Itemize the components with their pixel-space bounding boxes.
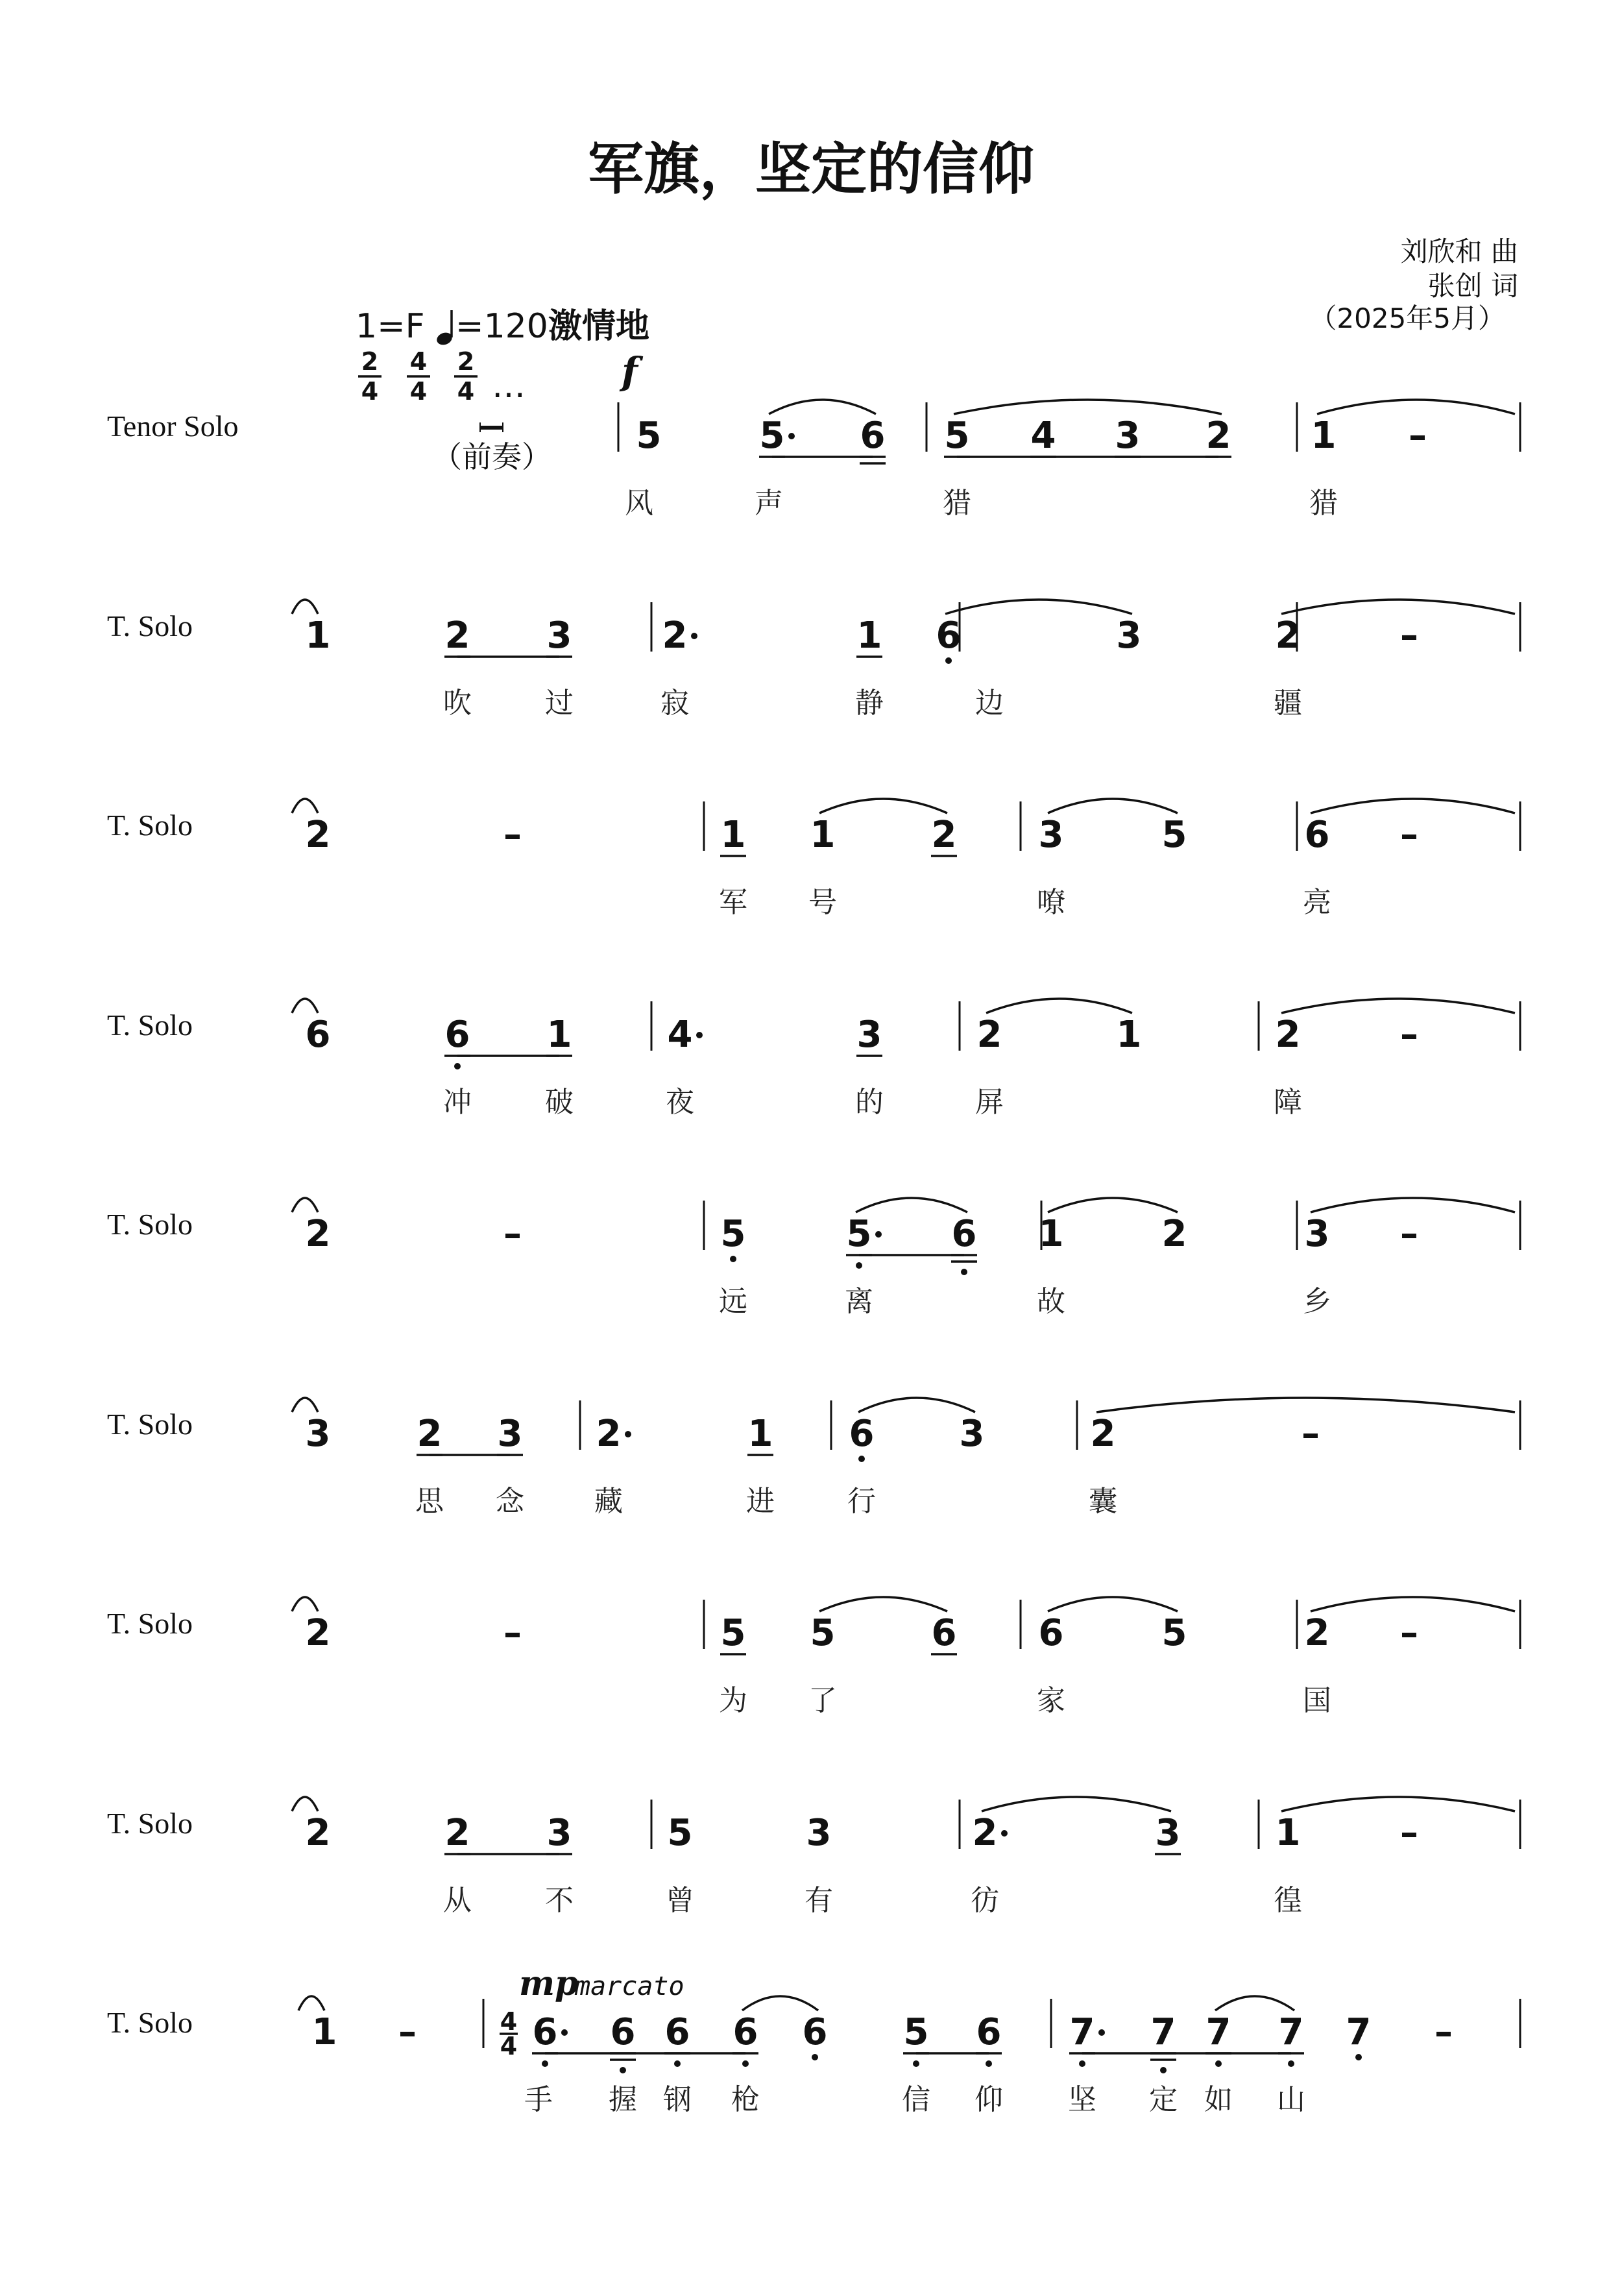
jianpu-note: 2: [1275, 1014, 1301, 1056]
multi-measure-rest: [480, 422, 503, 432]
system-8: [107, 1797, 1520, 1917]
instrument-label: T. Solo: [107, 1008, 193, 1042]
sustain-dash: –: [1400, 1213, 1418, 1255]
lyric-syllable: 思: [415, 1485, 444, 1518]
octave-dot: [858, 1456, 865, 1462]
lyric-syllable: 猎: [1309, 487, 1338, 520]
octave-dot: [730, 1256, 736, 1262]
sustain-dash: –: [503, 1213, 522, 1255]
jianpu-note: 3: [546, 1812, 572, 1854]
lyric-syllable: 离: [845, 1285, 873, 1318]
slur-tie: [292, 1797, 318, 1811]
lyric-syllable: 定: [1149, 2083, 1178, 2116]
lyric-syllable: 故: [1037, 1285, 1065, 1318]
ts-change-num: 4: [500, 2007, 518, 2036]
slur-tie: [1281, 999, 1515, 1013]
system-5: [107, 1198, 1520, 1318]
jianpu-note: 1: [720, 814, 746, 856]
lyric-syllable: 冲: [443, 1086, 472, 1119]
octave-dot: [1215, 2060, 1222, 2067]
sustain-dash: –: [1409, 415, 1427, 457]
jianpu-note: 1: [1116, 1014, 1142, 1056]
sustain-dash: –: [1400, 1014, 1418, 1056]
jianpu-note: 5: [810, 1612, 836, 1654]
lyric-syllable: 有: [805, 1884, 833, 1917]
slur-tie: [292, 1597, 318, 1611]
instrument-label: T. Solo: [107, 2006, 193, 2039]
augmentation-dot: [1098, 2029, 1105, 2036]
slur-tie: [1311, 1597, 1515, 1611]
jianpu-note: 3: [1155, 1812, 1181, 1854]
slur-tie: [298, 1996, 324, 2010]
instrument-label: T. Solo: [107, 609, 193, 642]
lyric-syllable: 囊: [1089, 1485, 1117, 1518]
meter-2-den: 4: [409, 377, 428, 406]
instrument-label: T. Solo: [107, 1607, 193, 1640]
lyric-syllable: 坚: [1068, 2083, 1096, 2116]
jianpu-note: 2: [931, 814, 957, 856]
jianpu-note: 6: [849, 1413, 875, 1455]
jianpu-note: 1: [1038, 1213, 1064, 1255]
jianpu-note: 1: [747, 1413, 773, 1455]
octave-dot: [620, 2067, 626, 2073]
augmentation-dot: [625, 1431, 631, 1437]
lyric-syllable: 徨: [1274, 1884, 1302, 1917]
lyric-syllable: 手: [524, 2083, 553, 2116]
octave-dot: [674, 2060, 681, 2067]
jianpu-note: 1: [1311, 415, 1337, 457]
jianpu-note: 2: [1205, 415, 1231, 457]
tempo-mark: =120: [455, 307, 548, 346]
instrument-label: T. Solo: [107, 1807, 193, 1840]
lyric-syllable: 钢: [663, 2083, 692, 2116]
jianpu-note: 3: [856, 1014, 882, 1056]
tempo-character: 激情地: [548, 307, 650, 346]
slur-tie: [819, 799, 947, 813]
lyric-syllable: 藏: [594, 1485, 623, 1518]
jianpu-note: 2: [1161, 1213, 1187, 1255]
slur-tie: [1048, 1198, 1178, 1212]
octave-dot: [1079, 2060, 1085, 2067]
slur-tie: [856, 1198, 967, 1212]
jianpu-note: 6: [305, 1014, 331, 1056]
sustain-dash: –: [1400, 1812, 1418, 1854]
jianpu-note: 1: [311, 2011, 337, 2053]
meter-list: [358, 347, 526, 406]
slur-tie: [292, 1398, 318, 1412]
octave-dot: [742, 2060, 749, 2067]
sustain-dash: –: [1301, 1413, 1320, 1455]
sustain-dash: –: [503, 1612, 522, 1654]
song-title: 军旗，坚定的信仰: [588, 137, 1034, 202]
jianpu-note: 7: [1278, 2011, 1304, 2053]
meter-1-num: 2: [361, 347, 379, 376]
augmentation-dot: [561, 2029, 568, 2036]
jianpu-note: 7: [1150, 2011, 1176, 2053]
jianpu-note: 6: [931, 1612, 957, 1654]
slur-tie: [1096, 1398, 1515, 1412]
octave-dot: [913, 2060, 919, 2067]
lyric-syllable: 如: [1204, 2083, 1233, 2116]
meter-ellipsis: …: [492, 367, 526, 406]
system-7: [107, 1597, 1520, 1717]
octave-dot: [986, 2060, 992, 2067]
quarter-note-icon: [435, 310, 454, 347]
lyric-syllable: 吹: [443, 687, 472, 720]
jianpu-note: 1: [305, 615, 331, 657]
lyric-syllable: 从: [443, 1884, 472, 1917]
lyricist-credit: 张创 词: [1427, 270, 1518, 302]
jianpu-note: 5: [720, 1612, 746, 1654]
jianpu-note: 5: [1161, 814, 1187, 856]
jianpu-note: 7: [1346, 2011, 1372, 2053]
lyric-syllable: 国: [1303, 1684, 1331, 1717]
meter-3-den: 4: [457, 377, 475, 406]
jianpu-note: 6: [951, 1213, 977, 1255]
jianpu-note: 5: [944, 415, 970, 457]
jianpu-note: 5: [636, 415, 662, 457]
jianpu-note: 6: [532, 2011, 558, 2053]
slur-tie: [1048, 799, 1178, 813]
lyric-syllable: 山: [1277, 2083, 1305, 2116]
octave-dot: [542, 2060, 548, 2067]
slur-tie: [292, 999, 318, 1013]
slur-tie: [819, 1597, 947, 1611]
slur-tie: [1281, 600, 1515, 614]
jianpu-note: 2: [662, 615, 688, 657]
slur-tie: [292, 799, 318, 813]
key-signature: 1=F: [356, 307, 425, 346]
jianpu-note: 6: [1038, 1612, 1064, 1654]
jianpu-note: 2: [305, 1213, 331, 1255]
system-1: [107, 400, 1520, 520]
jianpu-note: 5: [759, 415, 785, 457]
lyric-syllable: 彷: [971, 1884, 999, 1917]
lyric-syllable: 握: [609, 2083, 637, 2116]
sustain-dash: –: [1400, 615, 1418, 657]
jianpu-note: 4: [667, 1014, 693, 1056]
lyric-syllable: 寂: [660, 687, 689, 720]
instrument-label: T. Solo: [107, 809, 193, 842]
lyric-syllable: 疆: [1274, 687, 1302, 720]
slur-tie: [742, 1996, 818, 2010]
jianpu-note: 3: [546, 615, 572, 657]
augmentation-dot: [875, 1231, 882, 1238]
ts-change-den: 4: [500, 2032, 518, 2060]
jianpu-note: 4: [1030, 415, 1056, 457]
jianpu-note: 3: [1304, 1213, 1330, 1255]
slur-tie: [858, 1398, 975, 1412]
slur-tie: [292, 1198, 318, 1212]
slur-tie: [1281, 1797, 1515, 1811]
lyric-syllable: 的: [855, 1086, 884, 1119]
jianpu-note: 3: [959, 1413, 985, 1455]
jianpu-note: 6: [1304, 814, 1330, 856]
slur-tie: [986, 999, 1132, 1013]
jianpu-note: 2: [305, 1612, 331, 1654]
lyric-syllable: 仰: [974, 2083, 1003, 2116]
jianpu-note: 6: [664, 2011, 690, 2053]
octave-dot: [856, 1262, 862, 1269]
jianpu-note: 2: [1304, 1612, 1330, 1654]
jianpu-note: 3: [1038, 814, 1064, 856]
lyric-syllable: 过: [545, 687, 574, 720]
jianpu-note: 6: [732, 2011, 758, 2053]
slur-tie: [1317, 400, 1515, 414]
lyric-syllable: 了: [808, 1684, 837, 1717]
lyric-syllable: 破: [545, 1086, 574, 1119]
jianpu-note: 6: [802, 2011, 828, 2053]
jianpu-note: 5: [903, 2011, 929, 2053]
instrument-label: T. Solo: [107, 1408, 193, 1441]
meter-2-num: 4: [409, 347, 428, 376]
octave-dot: [812, 2054, 818, 2060]
lyric-syllable: 军: [719, 886, 747, 919]
octave-dot: [945, 657, 952, 664]
jianpu-note: 3: [1115, 415, 1141, 457]
jianpu-note: 2: [444, 615, 470, 657]
jianpu-note: 6: [860, 415, 886, 457]
slur-tie: [1215, 1996, 1294, 2010]
octave-dot: [454, 1063, 461, 1069]
augmentation-dot: [691, 633, 697, 639]
augmentation-dot: [1001, 1830, 1008, 1837]
meter-3-num: 2: [457, 347, 475, 376]
jianpu-note: 1: [810, 814, 836, 856]
sustain-dash: –: [1400, 1612, 1418, 1654]
slur-tie: [1048, 1597, 1178, 1611]
lyric-syllable: 念: [496, 1485, 524, 1518]
slur-tie: [954, 400, 1222, 414]
prelude-label: （前奏）: [432, 439, 551, 474]
composer-credit: 刘欣和 曲: [1400, 236, 1518, 267]
jianpu-note: 2: [444, 1812, 470, 1854]
lyric-syllable: 猎: [943, 487, 971, 520]
lyric-syllable: 边: [975, 687, 1004, 720]
meter-1-den: 4: [361, 377, 379, 406]
sustain-dash: –: [1434, 2011, 1453, 2053]
lyric-syllable: 枪: [731, 2083, 760, 2116]
sustain-dash: –: [398, 2011, 417, 2053]
lyric-syllable: 亮: [1303, 886, 1331, 919]
slur-tie: [982, 1797, 1171, 1811]
system-9: [107, 1996, 1520, 2116]
sustain-dash: –: [503, 814, 522, 856]
instrument-label: T. Solo: [107, 1208, 193, 1241]
slur-tie: [1311, 799, 1515, 813]
jianpu-note: 6: [976, 2011, 1002, 2053]
jianpu-note: 2: [972, 1812, 998, 1854]
jianpu-note: 3: [1116, 615, 1142, 657]
octave-dot: [1160, 2067, 1167, 2073]
jianpu-note: 3: [806, 1812, 832, 1854]
jianpu-note: 2: [305, 1812, 331, 1854]
lyric-syllable: 行: [847, 1485, 876, 1518]
slur-tie: [945, 600, 1132, 614]
jianpu-note: 3: [305, 1413, 331, 1455]
lyric-syllable: 信: [902, 2083, 930, 2116]
time-signature-change: [500, 2007, 518, 2060]
lyric-syllable: 号: [808, 886, 837, 919]
lyric-syllable: 乡: [1303, 1285, 1331, 1318]
lyric-syllable: 为: [719, 1684, 747, 1717]
system-4: [107, 999, 1520, 1119]
lyric-syllable: 不: [545, 1884, 574, 1917]
date-credit: （2025年5月）: [1309, 302, 1505, 334]
slur-tie: [769, 400, 876, 414]
augmentation-dot: [696, 1032, 703, 1038]
jianpu-note: 5: [720, 1213, 746, 1255]
jianpu-note: 3: [497, 1413, 523, 1455]
jianpu-note: 2: [1275, 615, 1301, 657]
system-2: [107, 600, 1520, 720]
octave-dot: [1288, 2060, 1294, 2067]
jianpu-note: 2: [1090, 1413, 1116, 1455]
system-3: [107, 799, 1520, 919]
lyric-syllable: 静: [855, 687, 884, 720]
lyric-syllable: 夜: [666, 1086, 694, 1119]
jianpu-note: 1: [1275, 1812, 1301, 1854]
dynamic-forte: f: [622, 349, 638, 393]
slur-tie: [1311, 1198, 1515, 1212]
jianpu-note: 1: [856, 615, 882, 657]
jianpu-note: 6: [936, 615, 962, 657]
octave-dot: [961, 1269, 967, 1275]
augmentation-dot: [788, 433, 795, 439]
jianpu-note: 2: [305, 814, 331, 856]
expression-dynamic: mp: [519, 1964, 579, 2003]
octave-dot: [1355, 2054, 1362, 2060]
lyric-syllable: 嘹: [1037, 886, 1065, 919]
lyric-syllable: 进: [746, 1485, 775, 1518]
jianpu-note: 6: [444, 1014, 470, 1056]
lyric-syllable: 风: [625, 487, 653, 520]
instrument-label: Tenor Solo: [107, 409, 239, 443]
lyric-syllable: 远: [719, 1285, 747, 1318]
jianpu-note: 7: [1069, 2011, 1095, 2053]
expression-text: marcato: [575, 1972, 684, 2001]
sustain-dash: –: [1400, 814, 1418, 856]
lyric-syllable: 声: [755, 487, 783, 520]
lyric-syllable: 障: [1274, 1086, 1302, 1119]
jianpu-note: 5: [1161, 1612, 1187, 1654]
jianpu-note: 2: [976, 1014, 1002, 1056]
music-systems: [107, 400, 1520, 2116]
lyric-syllable: 屏: [975, 1086, 1004, 1119]
lyric-syllable: 曾: [666, 1884, 694, 1917]
jianpu-note: 5: [846, 1213, 872, 1255]
jianpu-note: 7: [1205, 2011, 1231, 2053]
jianpu-note: 5: [667, 1812, 693, 1854]
jianpu-note: 2: [596, 1413, 622, 1455]
jianpu-note: 1: [546, 1014, 572, 1056]
lyric-syllable: 家: [1037, 1684, 1065, 1717]
jianpu-note: 2: [417, 1413, 442, 1455]
jianpu-note: 6: [610, 2011, 636, 2053]
system-6: [107, 1398, 1520, 1518]
slur-tie: [292, 600, 318, 614]
